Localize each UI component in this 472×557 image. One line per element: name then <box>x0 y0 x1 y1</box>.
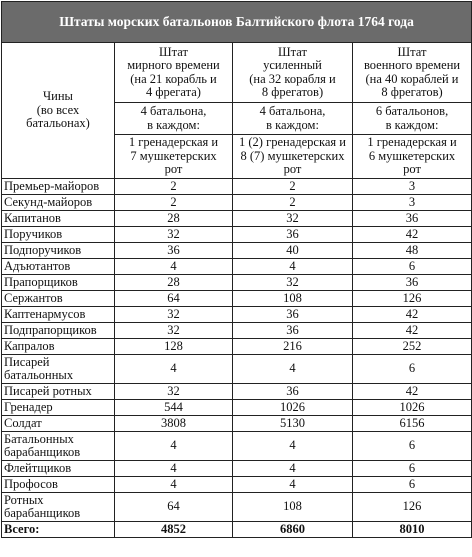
rank-name: Солдат <box>2 416 115 432</box>
total-value: 4852 <box>115 522 233 538</box>
rank-name: Писарей ротных <box>2 384 115 400</box>
rank-count: 4 <box>115 432 233 461</box>
rank-count: 6 <box>353 355 472 384</box>
companies-war: 1 гренадерская и 6 мушкетерских рот <box>353 135 472 179</box>
ranks-header: Чины (во всех батальонах) <box>2 43 115 179</box>
battalions-peace: 4 батальона, в каждом: <box>115 103 233 135</box>
rank-count: 5130 <box>233 416 353 432</box>
rank-count: 42 <box>353 307 472 323</box>
rank-count: 36 <box>233 307 353 323</box>
table-row <box>2 243 472 259</box>
rank-count: 3808 <box>115 416 233 432</box>
rank-count: 36 <box>233 384 353 400</box>
table-row <box>2 259 472 275</box>
rank-name: Подпрапорщиков <box>2 323 115 339</box>
rank-count: 2 <box>115 179 233 195</box>
table-title: Штаты морских батальонов Балтийского флота 1764 года <box>2 2 472 43</box>
rank-name: Гренадер <box>2 400 115 416</box>
battalions-reinforced: 4 батальона, в каждом: <box>233 103 353 135</box>
rank-count: 36 <box>233 227 353 243</box>
table-row <box>2 416 472 432</box>
table-row <box>2 461 472 477</box>
rank-count: 32 <box>115 227 233 243</box>
rank-name: Подпоручиков <box>2 243 115 259</box>
rank-count: 32 <box>115 384 233 400</box>
rank-name: Капралов <box>2 339 115 355</box>
rank-count: 108 <box>233 291 353 307</box>
col-header-peace: Штат мирного времени (на 21 корабль и 4 фрегата) <box>115 43 233 103</box>
rank-count: 32 <box>233 275 353 291</box>
rank-count: 32 <box>233 211 353 227</box>
table-row <box>2 211 472 227</box>
col-header-reinforced: Штат усиленный (на 32 корабля и 8 фрегатов) <box>233 43 353 103</box>
rank-count: 2 <box>233 195 353 211</box>
rank-count: 128 <box>115 339 233 355</box>
rank-count: 36 <box>115 243 233 259</box>
rank-count: 48 <box>353 243 472 259</box>
table-row <box>2 307 472 323</box>
total-row <box>2 522 472 538</box>
rank-count: 126 <box>353 291 472 307</box>
rank-count: 126 <box>353 493 472 522</box>
rank-count: 4 <box>233 461 353 477</box>
rank-count: 42 <box>353 323 472 339</box>
rank-name: Батальонных барабанщиков <box>2 432 115 461</box>
rank-name: Профосов <box>2 477 115 493</box>
rank-count: 6 <box>353 432 472 461</box>
col-header-war: Штат военного времени (на 40 кораблей и 8 фрегатов) <box>353 43 472 103</box>
rank-name: Писарей батальонных <box>2 355 115 384</box>
rank-count: 6156 <box>353 416 472 432</box>
rank-count: 108 <box>233 493 353 522</box>
rank-name: Секунд-майоров <box>2 195 115 211</box>
rank-count: 28 <box>115 275 233 291</box>
table-row <box>2 227 472 243</box>
table-row <box>2 195 472 211</box>
table-row <box>2 493 472 522</box>
header-row-names <box>2 43 472 103</box>
rank-name: Прапорщиков <box>2 275 115 291</box>
rank-name: Каптенармусов <box>2 307 115 323</box>
rank-count: 42 <box>353 227 472 243</box>
rank-count: 32 <box>115 323 233 339</box>
battalions-war: 6 батальонов, в каждом: <box>353 103 472 135</box>
table-row <box>2 179 472 195</box>
rank-count: 36 <box>353 275 472 291</box>
total-label: Всего: <box>2 522 115 538</box>
total-value: 8010 <box>353 522 472 538</box>
rank-count: 1026 <box>233 400 353 416</box>
rank-count: 216 <box>233 339 353 355</box>
rank-count: 1026 <box>353 400 472 416</box>
rank-name: Адъютантов <box>2 259 115 275</box>
rank-count: 4 <box>115 259 233 275</box>
table-row <box>2 323 472 339</box>
table-row <box>2 291 472 307</box>
rank-count: 2 <box>233 179 353 195</box>
rank-name: Капитанов <box>2 211 115 227</box>
table-row <box>2 275 472 291</box>
rank-name: Сержантов <box>2 291 115 307</box>
rank-count: 4 <box>115 461 233 477</box>
table-row <box>2 477 472 493</box>
rank-count: 6 <box>353 259 472 275</box>
rank-count: 4 <box>233 355 353 384</box>
rank-count: 40 <box>233 243 353 259</box>
rank-count: 6 <box>353 477 472 493</box>
rank-count: 4 <box>115 477 233 493</box>
rank-name: Поручиков <box>2 227 115 243</box>
table-row <box>2 355 472 384</box>
rank-count: 42 <box>353 384 472 400</box>
rank-count: 4 <box>233 477 353 493</box>
companies-peace: 1 гренадерская и 7 мушкетерских рот <box>115 135 233 179</box>
rank-count: 4 <box>115 355 233 384</box>
table-row <box>2 400 472 416</box>
rank-count: 36 <box>233 323 353 339</box>
rank-count: 4 <box>233 432 353 461</box>
rank-count: 252 <box>353 339 472 355</box>
rank-count: 36 <box>353 211 472 227</box>
rank-name: Флейтщиков <box>2 461 115 477</box>
table-row <box>2 432 472 461</box>
rank-count: 28 <box>115 211 233 227</box>
rank-count: 544 <box>115 400 233 416</box>
title-row <box>2 2 472 43</box>
total-value: 6860 <box>233 522 353 538</box>
rank-count: 6 <box>353 461 472 477</box>
rank-count: 2 <box>115 195 233 211</box>
rank-count: 3 <box>353 195 472 211</box>
rank-count: 4 <box>233 259 353 275</box>
rank-count: 3 <box>353 179 472 195</box>
table-row <box>2 384 472 400</box>
rank-count: 64 <box>115 493 233 522</box>
table-row <box>2 339 472 355</box>
rank-count: 64 <box>115 291 233 307</box>
rank-count: 32 <box>115 307 233 323</box>
staff-table <box>1 1 472 538</box>
rank-name: Ротных барабанщиков <box>2 493 115 522</box>
companies-reinforced: 1 (2) гренадерская и 8 (7) мушкетерских рот <box>233 135 353 179</box>
rank-name: Премьер-майоров <box>2 179 115 195</box>
